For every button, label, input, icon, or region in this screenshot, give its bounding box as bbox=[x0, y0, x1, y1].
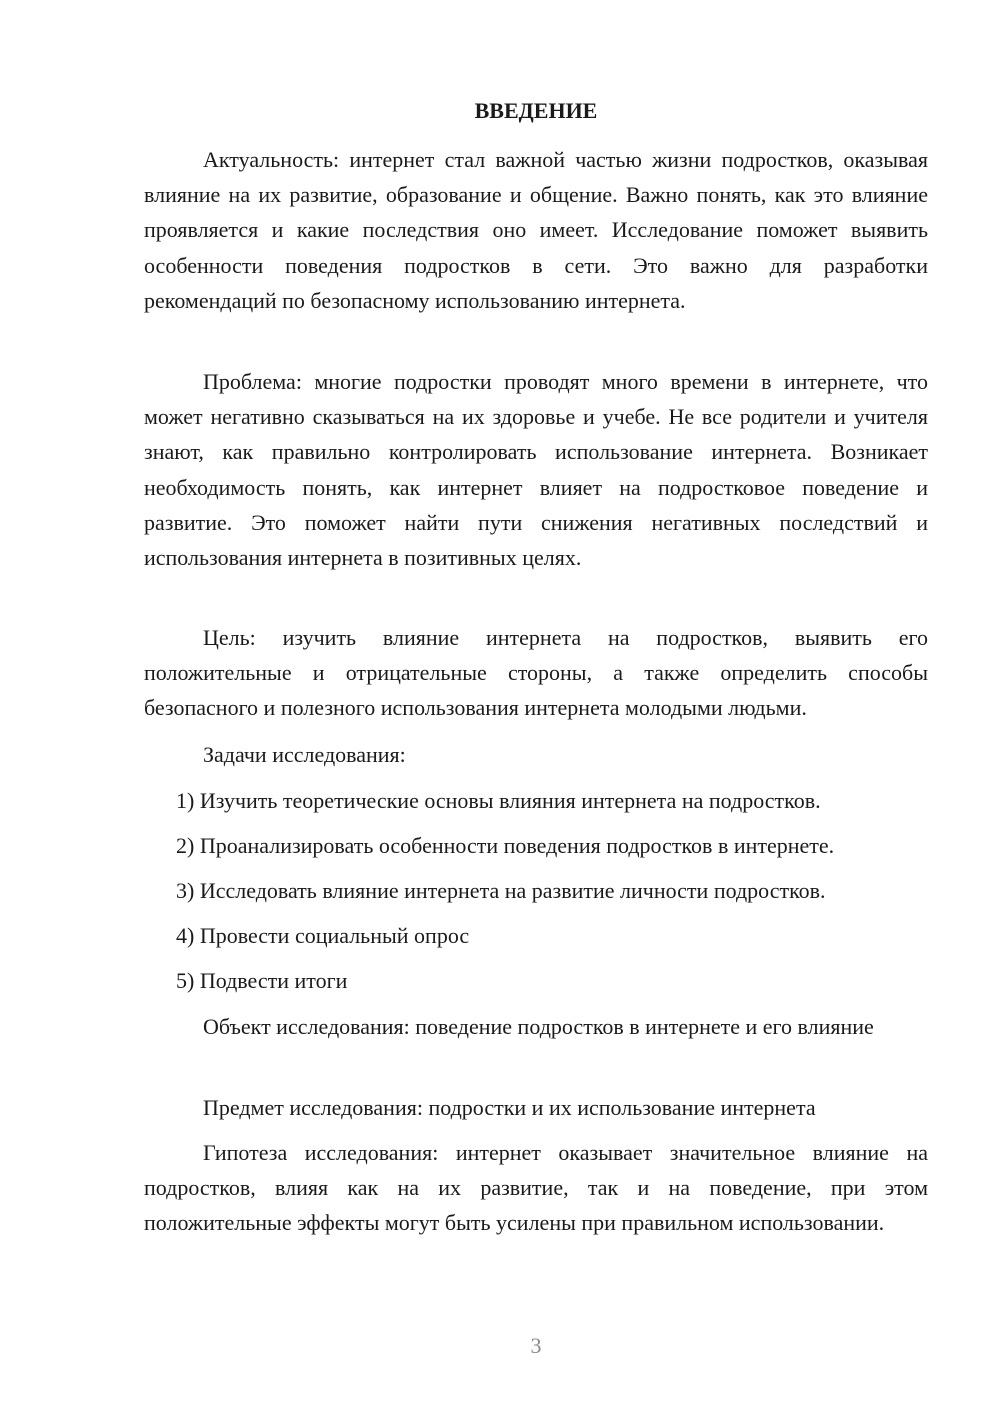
task-item: 5) Подвести итоги bbox=[176, 968, 348, 993]
page-number: 3 bbox=[530, 1333, 542, 1358]
hypothesis-paragraph: Гипотеза исследования: интернет оказывает значительное влияние на подростков, влияя как на их развитие, так и на поведение, при этом положительные эффекты могут быть усилены при правильном использовании. bbox=[144, 1140, 928, 1236]
problem-paragraph: Проблема: многие подростки проводят много времени в интернете, что может негативно сказываться на их здоровье и учебе. Не все родители и учителя знают, как правильно контролировать использование интернета. Возникает необходимость понять, как интернет влияет на подростковое поведение и развитие. Это поможет найти пути снижения негативных последствий и использования интернета в позитивных целях. bbox=[144, 369, 928, 571]
task-item: 4) Провести социальный опрос bbox=[176, 923, 470, 948]
tasks-heading: Задачи исследования: bbox=[203, 742, 406, 767]
task-item: 1) Изучить теоретические основы влияния интернета на подростков. bbox=[176, 788, 821, 813]
section-title: ВВЕДЕНИЕ bbox=[474, 98, 598, 123]
object-paragraph: Объект исследования: поведение подростков в интернете и его влияние bbox=[203, 1014, 874, 1039]
goal-paragraph: Цель: изучить влияние интернета на подростков, выявить его положительные и отрицательные стороны, а также определить способы безопасного и полезного использования интернета молодыми людьми. bbox=[144, 625, 928, 721]
task-item: 3) Исследовать влияние интернета на развитие личности подростков. bbox=[176, 878, 826, 903]
task-item: 2) Проанализировать особенности поведения подростков в интернете. bbox=[176, 833, 835, 858]
relevance-paragraph: Актуальность: интернет стал важной частью жизни подростков, оказывая влияние на их развитие, образование и общение. Важно понять, как это влияние проявляется и какие последствия оно имеет. Исследование поможет выявить особенности поведения подростков в сети. Это важно для разработки рекомендаций по безопасному использованию интернета. bbox=[144, 147, 928, 313]
subject-paragraph: Предмет исследования: подростки и их использование интернета bbox=[203, 1095, 816, 1120]
